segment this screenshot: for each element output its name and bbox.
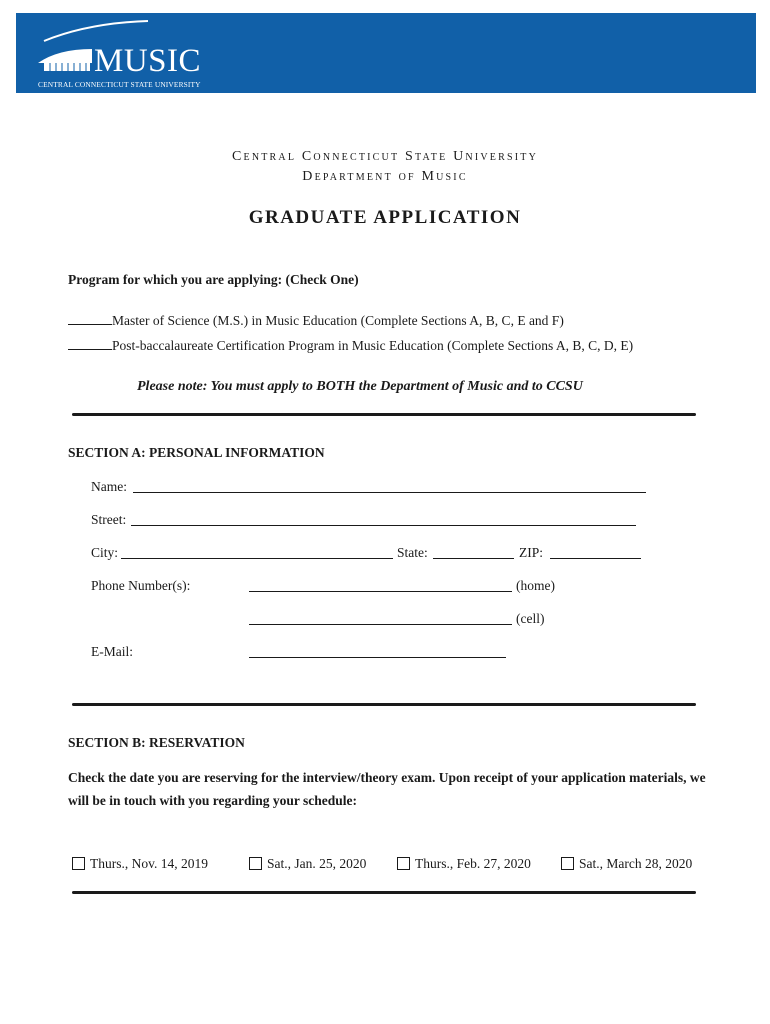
date-label: Thurs., Feb. 27, 2020 xyxy=(415,856,531,871)
apply-note: Please note: You must apply to BOTH the Department of Music and to CCSU xyxy=(137,379,583,394)
phone-home-label: (home) xyxy=(516,578,555,593)
street-field[interactable] xyxy=(131,525,636,526)
phone-label: Phone Number(s): xyxy=(91,578,191,593)
date-label: Sat., March 28, 2020 xyxy=(579,856,693,871)
street-label: Street: xyxy=(91,512,127,527)
program-option-cert[interactable] xyxy=(68,338,633,353)
date-option[interactable] xyxy=(561,857,692,871)
section-a-heading: SECTION A: PERSONAL INFORMATION xyxy=(68,445,325,460)
program-option-cert-blank[interactable] xyxy=(68,338,112,350)
logo-word: MUSIC xyxy=(94,43,202,79)
phone-cell-label: (cell) xyxy=(516,611,545,626)
date-checkbox[interactable] xyxy=(397,857,410,870)
program-option-ms-label: Master of Science (M.S.) in Music Education (Complete Sections A, B, C, E and F) xyxy=(112,313,564,328)
program-option-ms-blank[interactable] xyxy=(68,313,112,325)
divider xyxy=(72,891,696,894)
date-label: Thurs., Nov. 14, 2019 xyxy=(90,856,208,871)
state-label: State: xyxy=(397,545,428,560)
phone-home-field[interactable] xyxy=(249,591,512,592)
city-field[interactable] xyxy=(121,558,393,559)
divider xyxy=(72,413,696,416)
reservation-instructions: Check the date you are reserving for the interview/theory exam. Upon receipt of your application materials, we will be in touch with you regarding your schedule: xyxy=(68,770,706,808)
ccsu-music-logo xyxy=(38,19,228,91)
date-label: Sat., Jan. 25, 2020 xyxy=(267,856,367,871)
date-option[interactable] xyxy=(72,857,208,871)
program-option-cert-label: Post-baccalaureate Certification Program in Music Education (Complete Sections A, B, C, D, E) xyxy=(112,338,634,353)
program-option-ms[interactable] xyxy=(68,313,564,328)
date-option[interactable] xyxy=(249,857,366,871)
date-checkbox[interactable] xyxy=(561,857,574,870)
page-title: GRADUATE APPLICATION xyxy=(248,207,522,228)
date-option[interactable] xyxy=(397,857,531,871)
name-label: Name: xyxy=(91,479,127,494)
email-label: E-Mail: xyxy=(91,644,133,659)
logo-university-name: CENTRAL CONNECTICUT STATE UNIVERSITY xyxy=(38,80,201,89)
section-b-heading: SECTION B: RESERVATION xyxy=(68,735,245,750)
phone-cell-field[interactable] xyxy=(249,624,512,625)
zip-field[interactable] xyxy=(550,558,641,559)
name-field[interactable] xyxy=(133,492,646,493)
university-name: Central Connecticut State University xyxy=(231,149,538,164)
date-checkbox[interactable] xyxy=(249,857,262,870)
state-field[interactable] xyxy=(433,558,514,559)
department-name: Department of Music xyxy=(302,169,468,184)
program-prompt: Program for which you are applying: (Check One) xyxy=(68,272,359,287)
header-banner xyxy=(16,13,756,93)
date-checkbox[interactable] xyxy=(72,857,85,870)
zip-label: ZIP: xyxy=(519,545,544,560)
email-field[interactable] xyxy=(249,657,506,658)
divider xyxy=(72,703,696,706)
city-label: City: xyxy=(91,545,119,560)
